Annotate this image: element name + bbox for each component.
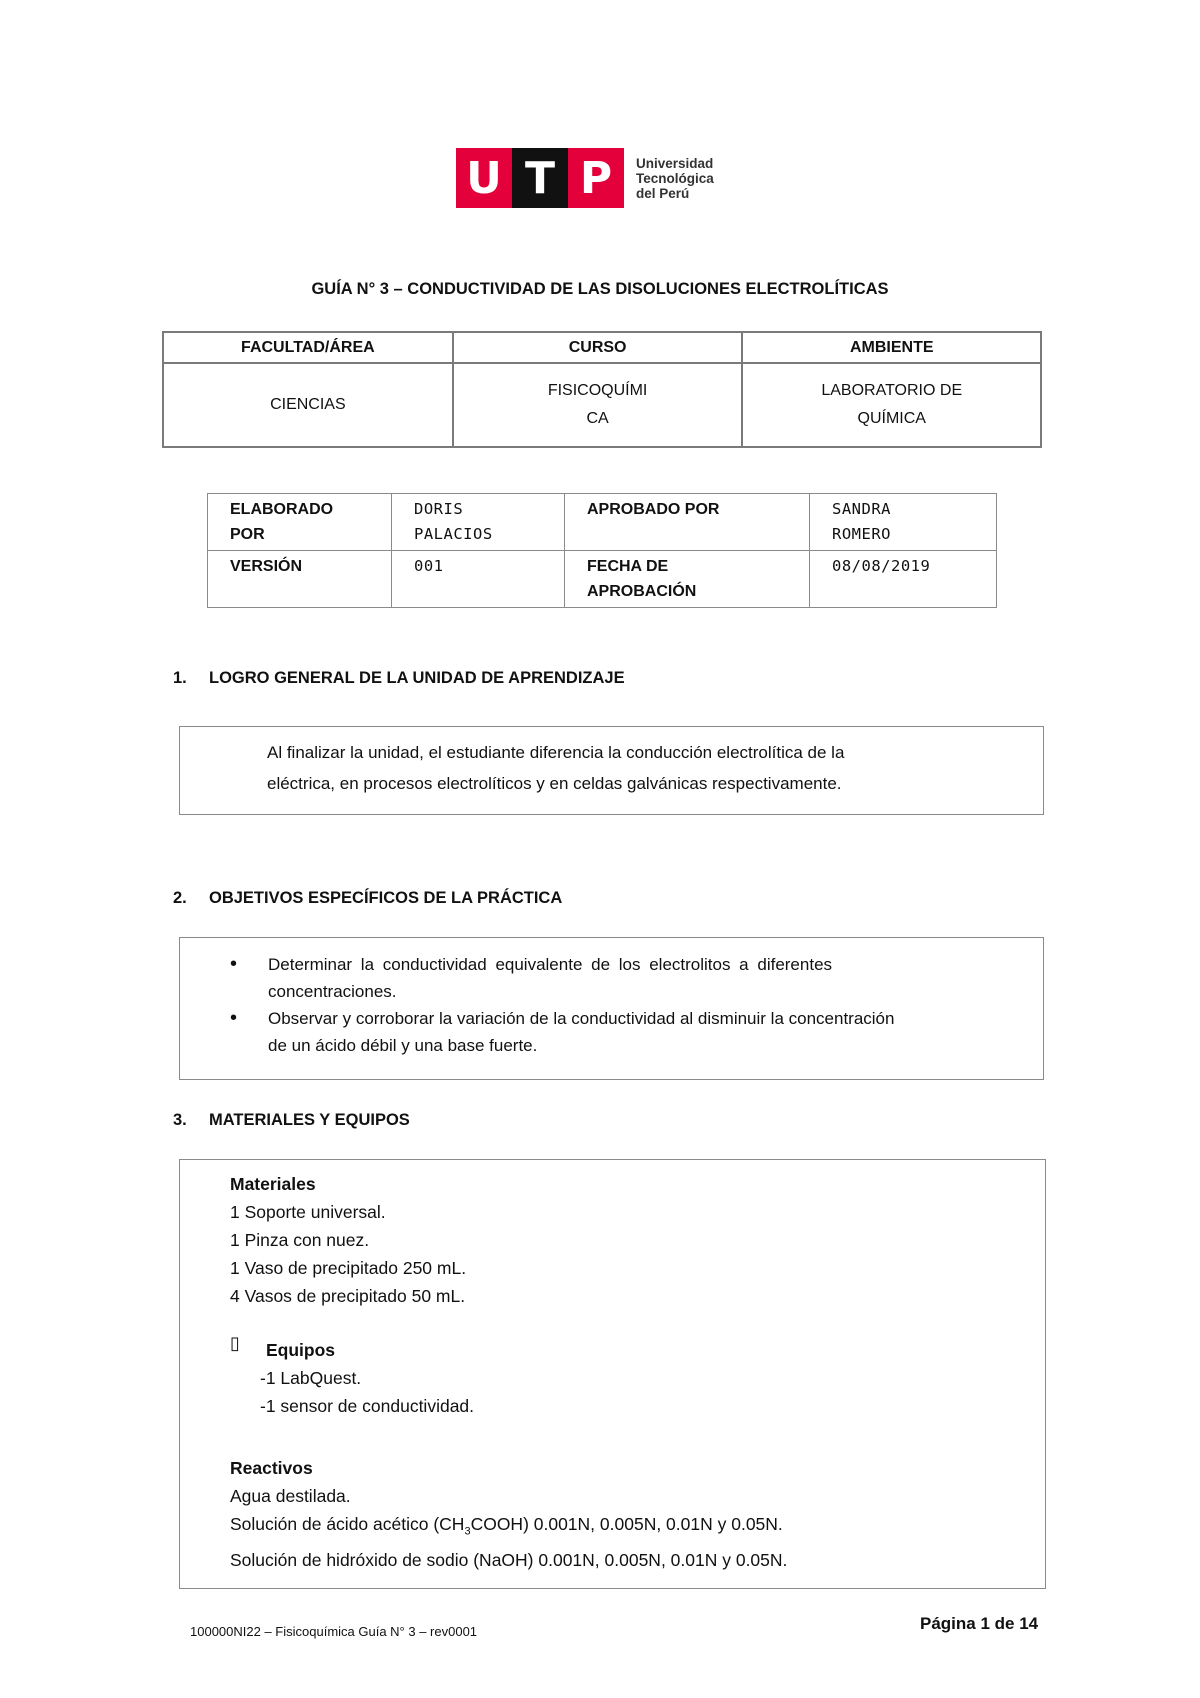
ambiente-value-line-1: LABORATORIO DE — [821, 382, 963, 399]
elaborado-value-line-2: PALACIOS — [414, 525, 493, 543]
logo-letter-p: P — [568, 148, 624, 208]
section-1-title: LOGRO GENERAL DE LA UNIDAD DE APRENDIZAJE — [209, 669, 625, 687]
elaborado-value — [392, 494, 565, 551]
equipos-heading: Equipos — [266, 1340, 336, 1360]
section-3-title: MATERIALES Y EQUIPOS — [209, 1111, 410, 1129]
fecha-value: 08/08/2019 — [810, 551, 997, 608]
approval-table — [207, 493, 997, 608]
logo-name-line-3: del Perú — [636, 185, 690, 201]
section-2-title: OBJETIVOS ESPECÍFICOS DE LA PRÁCTICA — [209, 889, 563, 907]
objectives-list-inner — [180, 951, 1000, 1059]
equipos-heading-row — [230, 1333, 474, 1364]
equipo-item: -1 LabQuest. — [260, 1368, 362, 1388]
elaborado-label-line-2: POR — [230, 526, 265, 543]
reactivo-item — [230, 1510, 787, 1546]
course-info-table — [162, 331, 1042, 448]
version-value: 001 — [392, 551, 565, 608]
aprobado-value — [810, 494, 997, 551]
utp-logo — [456, 148, 714, 208]
section-1-heading — [173, 669, 625, 688]
logo-name-line-2: Tecnológica — [636, 170, 714, 186]
elaborado-label-line-1: ELABORADO — [230, 501, 334, 518]
material-item: 4 Vasos de precipitado 50 mL. — [230, 1286, 466, 1306]
reactivos-block — [230, 1454, 787, 1574]
elaborado-label — [208, 494, 392, 551]
ambiente-value-line-2: QUÍMICA — [857, 410, 926, 427]
section-2-heading — [173, 889, 562, 908]
cell-curso — [453, 363, 743, 447]
aprobado-value-line-1: SANDRA — [832, 500, 891, 518]
reactivo-item: Agua destilada. — [230, 1486, 351, 1506]
fecha-label — [565, 551, 810, 608]
logro-line-1: Al finalizar la unidad, el estudiante diferencia la conducción electrolítica de la — [267, 743, 845, 762]
logro-text — [267, 737, 844, 799]
equipo-item: -1 sensor de conductividad. — [260, 1396, 475, 1416]
footer-page-number: Página 1 de 14 — [920, 1614, 1039, 1633]
section-3-box — [179, 1159, 1046, 1589]
aprobado-label: APROBADO POR — [565, 494, 810, 551]
materiales-block — [230, 1170, 466, 1310]
section-3-heading — [173, 1111, 410, 1130]
header-facultad: FACULTAD/ÁREA — [163, 332, 453, 363]
section-1-number: 1. — [173, 669, 187, 687]
reactivo-2-subscript: 3 — [464, 1525, 471, 1538]
aprobado-value-line-2: ROMERO — [832, 525, 891, 543]
reactivo-2-pre: Solución de ácido acético (CH — [230, 1514, 465, 1534]
facultad-value: CIENCIAS — [270, 396, 346, 413]
logro-line-2: eléctrica, en procesos electrolíticos y en celdas galvánicas respectivamente. — [267, 774, 842, 793]
missing-glyph-icon: ▯ — [230, 1333, 240, 1354]
curso-value-line-1: FISICOQUÍMI — [547, 382, 648, 399]
logo-letter-t: T — [512, 148, 568, 208]
fecha-label-line-2: APROBACIÓN — [587, 583, 697, 600]
bullet-icon: • — [230, 953, 238, 975]
objective-item — [180, 951, 1000, 1005]
version-label: VERSIÓN — [208, 551, 392, 608]
objective-item — [180, 1005, 1000, 1059]
curso-value-line-2: CA — [586, 410, 609, 427]
material-item: 1 Pinza con nuez. — [230, 1230, 370, 1250]
header-curso: CURSO — [453, 332, 743, 363]
header-ambiente: AMBIENTE — [742, 332, 1041, 363]
elaborado-value-line-1: DORIS — [414, 500, 464, 518]
bullet-icon: • — [230, 1007, 238, 1029]
reactivos-heading: Reactivos — [230, 1458, 313, 1478]
logo-university-name — [636, 156, 714, 201]
objective-1-line-1: Determinar la conductividad equivalente de los electrolitos a diferentes — [268, 955, 833, 974]
section-2-number: 2. — [173, 889, 187, 907]
reactivo-item: Solución de hidróxido de sodio (NaOH) 0.001N, 0.005N, 0.01N y 0.05N. — [230, 1549, 788, 1570]
fecha-label-line-1: FECHA DE — [587, 558, 669, 575]
cell-ambiente — [742, 363, 1041, 447]
objective-1-line-2: concentraciones. — [268, 982, 397, 1001]
document-title: GUÍA N° 3 – CONDUCTIVIDAD DE LAS DISOLUCIONES ELECTROLÍTICAS — [311, 280, 889, 298]
equipos-block — [230, 1333, 475, 1420]
logo-name-line-1: Universidad — [636, 155, 714, 171]
reactivo-2-post: COOH) 0.001N, 0.005N, 0.01N y 0.05N. — [470, 1514, 783, 1534]
footer-document-code: 100000NI22 – Fisicoquímica Guía N° 3 – rev0001 — [190, 1624, 478, 1639]
logo-letter-u: U — [456, 148, 512, 208]
materiales-heading: Materiales — [230, 1174, 316, 1194]
objective-2-line-1: Observar y corroborar la variación de la conductividad al disminuir la concentración — [268, 1009, 895, 1028]
section-3-number: 3. — [173, 1111, 187, 1129]
section-2-box — [179, 937, 1044, 1080]
material-item: 1 Vaso de precipitado 250 mL. — [230, 1258, 467, 1278]
section-1-box — [179, 726, 1044, 815]
cell-facultad — [163, 363, 453, 447]
objective-2-line-2: de un ácido débil y una base fuerte. — [268, 1036, 538, 1055]
material-item: 1 Soporte universal. — [230, 1202, 386, 1222]
